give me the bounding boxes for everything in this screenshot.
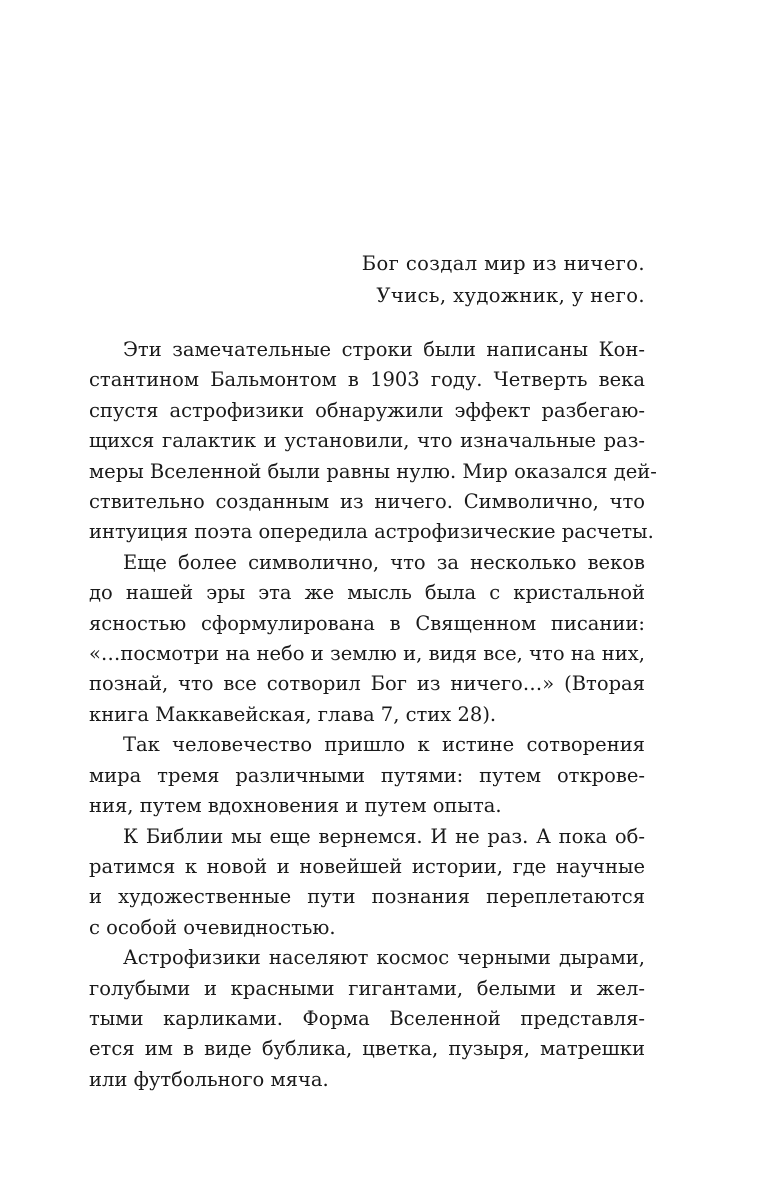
text-line: щихся галактик и установили, что изначальные раз-	[89, 429, 645, 453]
paragraph-5	[89, 943, 645, 1095]
text-line: ется им в виде бублика, цветка, пузыря, матрешки	[89, 1037, 645, 1061]
text-line: стантином Бальмонтом в 1903 году. Четверть века	[89, 368, 645, 392]
text-line: или футбольного мяча.	[89, 1067, 329, 1091]
text-line: и художественные пути познания переплетаются	[89, 885, 645, 909]
text-line: ясностью сформулирована в Священном писании:	[89, 611, 645, 635]
text-line: ствительно созданным из ничего. Символично, что	[89, 490, 645, 514]
epigraph	[362, 248, 645, 312]
text-line: Эти замечательные строки были написаны Кон-	[123, 338, 645, 361]
text-line: «…посмотри на небо и землю и, видя все, что на них,	[89, 642, 645, 666]
text-line: книга Маккавейская, глава 7, стих 28).	[89, 702, 497, 726]
text-line: ратимся к новой и новейшей истории, где научные	[89, 854, 645, 878]
text-line: меры Вселенной были равны нулю. Мир оказался дей-	[89, 459, 657, 483]
text-line: познай, что все сотворил Бог из ничего…» (Вторая	[89, 672, 645, 696]
paragraph-4	[89, 822, 645, 944]
text-line: до нашей эры эта же мысль была с кристальной	[89, 581, 645, 605]
epigraph-line: Бог создал мир из ничего.	[361, 252, 645, 275]
text-line: мира тремя различными путями: путем открове-	[89, 763, 645, 787]
text-line: К Библии мы еще вернемся. И не раз. А пока об-	[123, 824, 645, 848]
text-line: спустя астрофизики обнаружили эффект разбегаю-	[89, 398, 645, 422]
paragraph-2	[89, 548, 645, 730]
text-line: с особой очевидностью.	[89, 915, 336, 939]
paragraph-1	[89, 335, 657, 548]
epigraph-line: Учись, художник, у него.	[376, 284, 645, 307]
text-line: Астрофизики населяют космос черными дырами,	[123, 946, 645, 970]
text-line: Так человечество пришло к истине сотворения	[123, 733, 645, 757]
text-line: ния, путем вдохновения и путем опыта.	[89, 794, 502, 818]
text-line: голубыми и красными гигантами, белыми и жел-	[89, 976, 645, 1000]
paragraph-3	[89, 730, 645, 821]
text-line: Еще более символично, что за несколько веков	[123, 550, 645, 574]
text-line: тыми карликами. Форма Вселенной представля-	[89, 1006, 645, 1030]
text-line: интуиция поэта опередила астрофизические расчеты.	[89, 520, 654, 544]
body-text	[89, 335, 657, 1095]
